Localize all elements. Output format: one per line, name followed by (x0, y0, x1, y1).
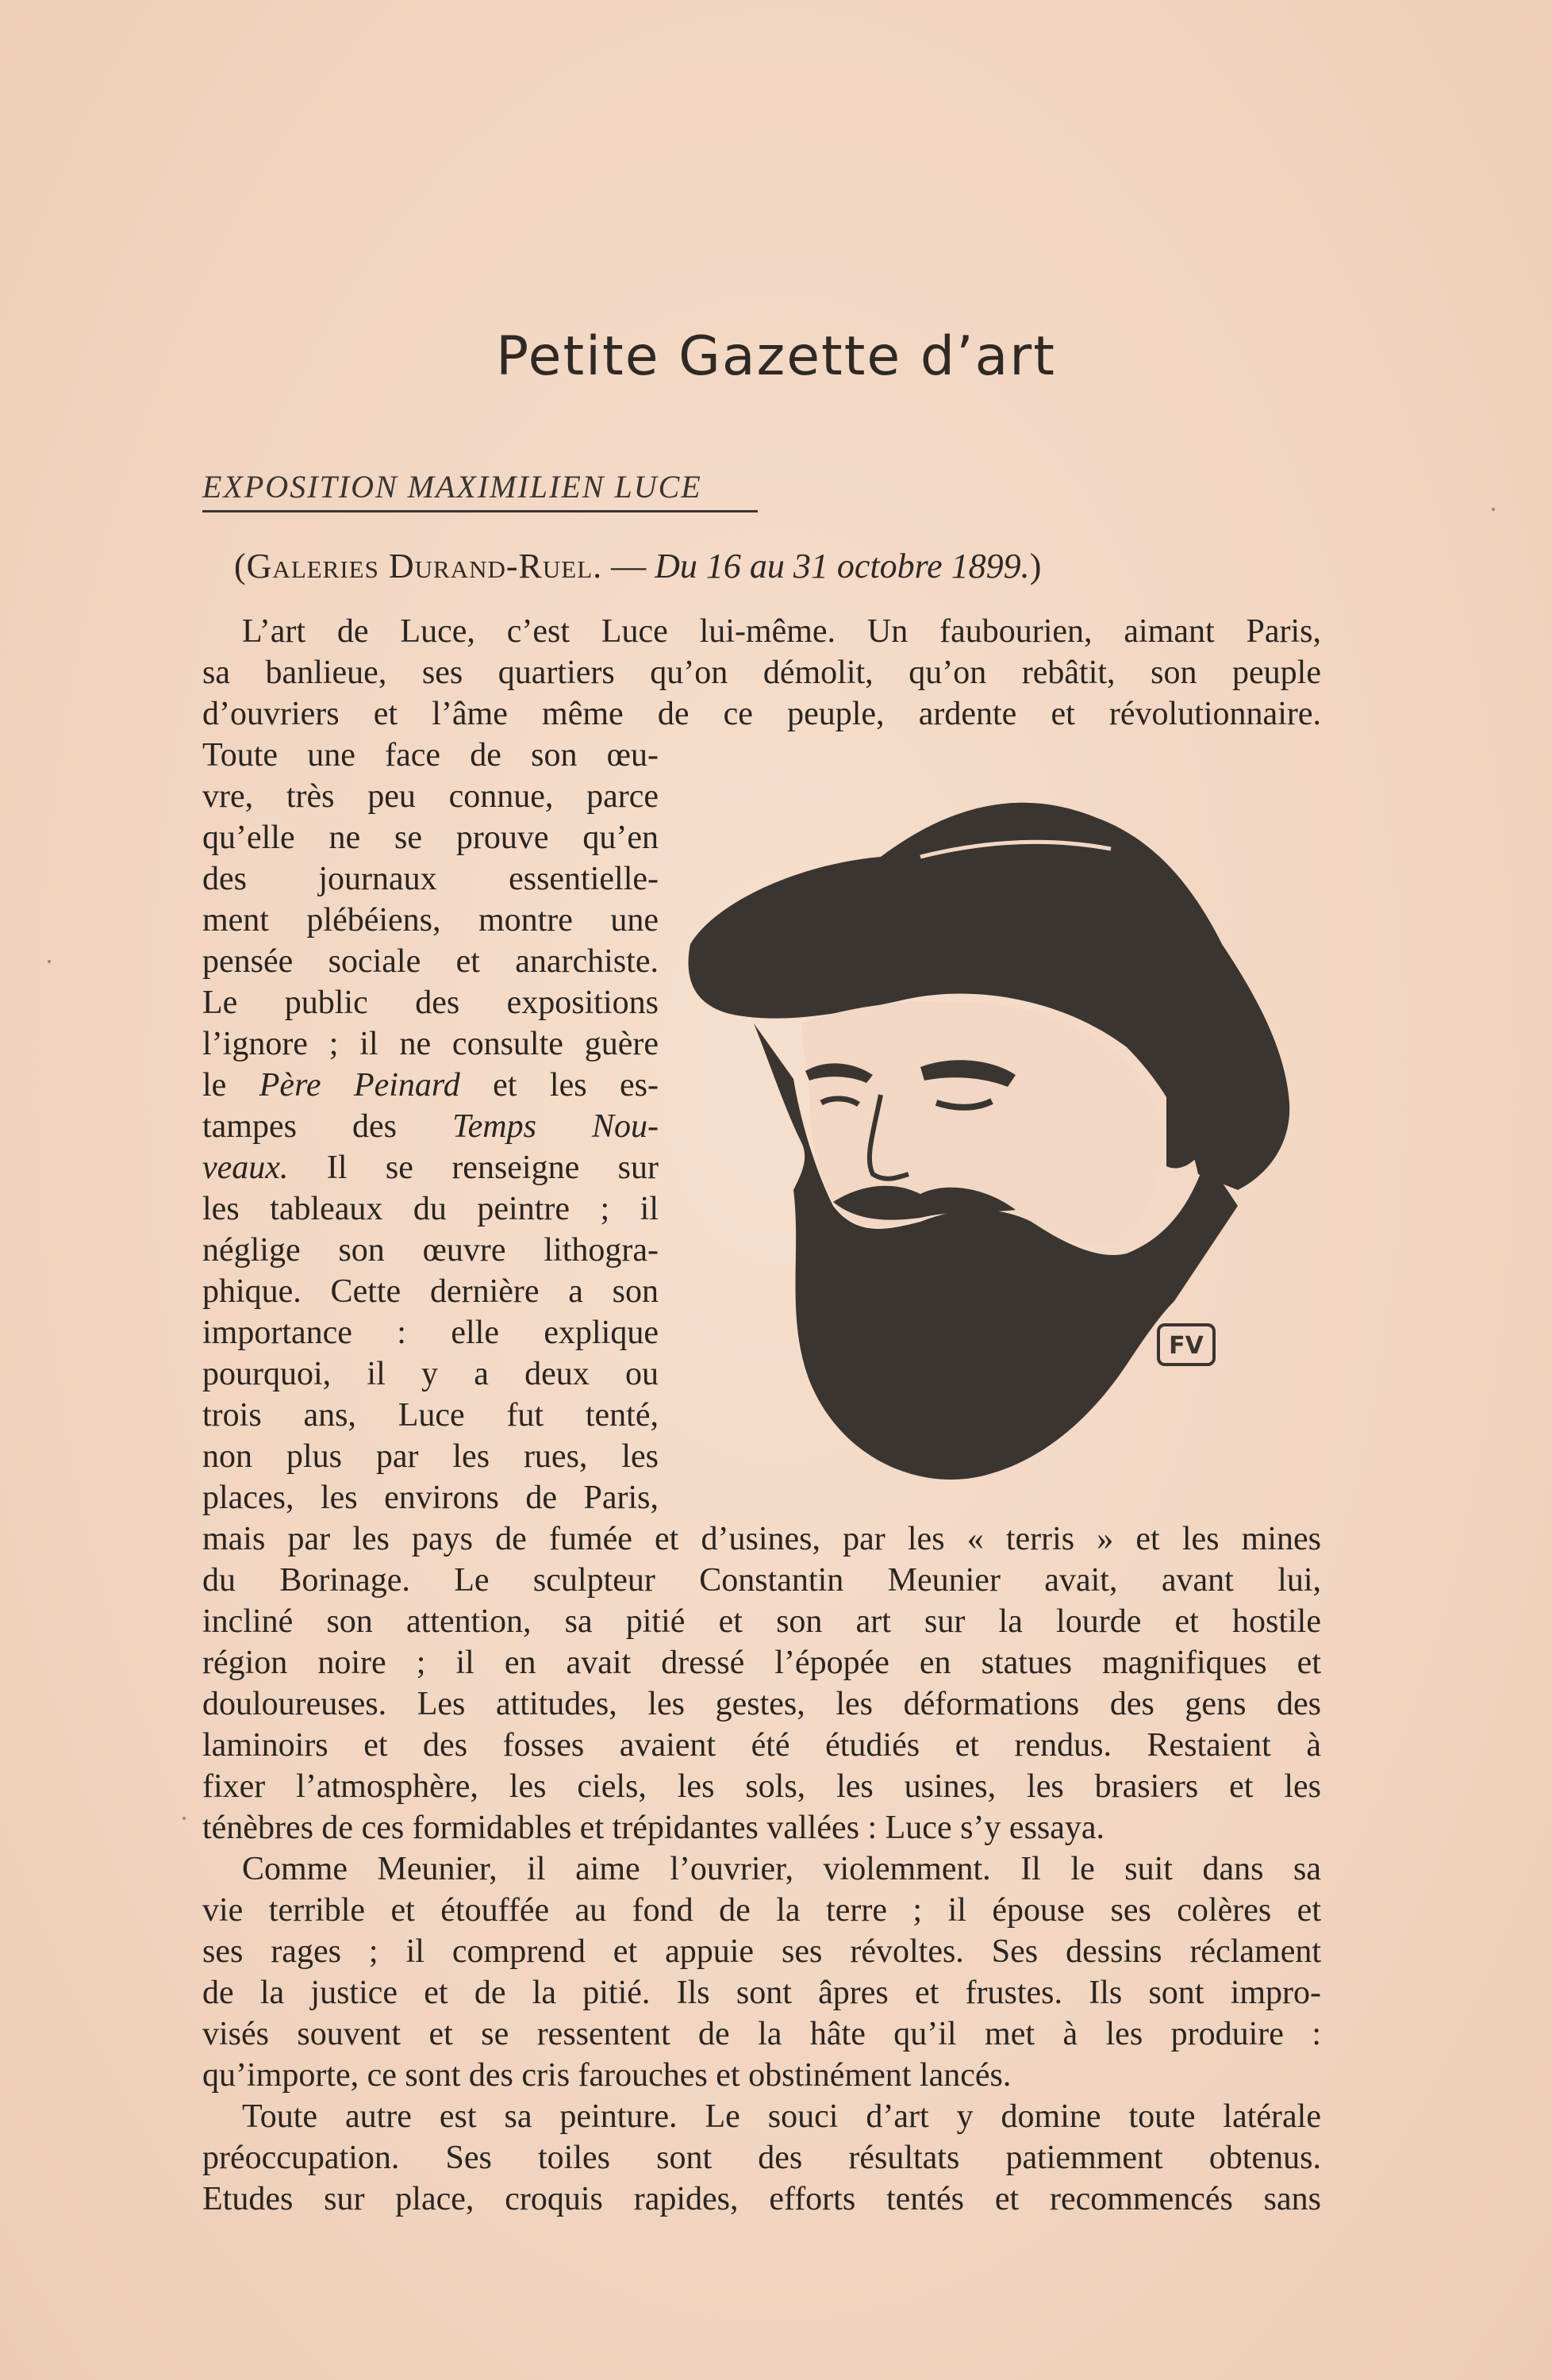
exhibition-subhead (234, 546, 1041, 586)
text-line: pensée sociale et anarchiste. (202, 943, 659, 980)
text-line: Toute une face de son œu- (202, 737, 659, 774)
text-line: d’ouvriers et l’âme même de ce peuple, ardente et révolutionnaire. (202, 696, 1321, 732)
intro-paragraph (202, 611, 1321, 735)
text-line: L’art de Luce, c’est Luce lui-même. Un faubourien, aimant Paris, (242, 613, 1321, 650)
text-line: trois ans, Luce fut tenté, (202, 1397, 659, 1434)
text-line: néglige son œuvre lithogra- (202, 1232, 659, 1269)
text-line: laminoirs et des fosses avaient été étudiés et rendus. Restaient à (202, 1727, 1321, 1764)
text-line: places, les environs de Paris, (202, 1480, 659, 1516)
paper-speck (1492, 508, 1495, 511)
text-line: Etudes sur place, croquis rapides, efforts tentés et recommencés sans (202, 2181, 1321, 2217)
text-line: phique. Cette dernière a son (202, 1273, 659, 1310)
text-line: importance : elle explique (202, 1315, 659, 1351)
subhead-dash: — (602, 547, 655, 585)
text-fragment: tampes des (202, 1108, 453, 1145)
paper-speck (182, 1817, 186, 1820)
exhibition-dates: Du 16 au 31 octobre 1899. (655, 547, 1030, 585)
section-heading: EXPOSITION MAXIMILIEN LUCE (202, 468, 758, 512)
text-line: incliné son attention, sa pitié et son art sur la lourde et hostile (202, 1603, 1321, 1640)
text-line: vie terrible et étouffée au fond de la terre ; il épouse ses colères et (202, 1892, 1321, 1929)
text-line: les tableaux du peintre ; il (202, 1191, 659, 1227)
italic-title: Temps Nou- (452, 1108, 659, 1145)
text-line (202, 1106, 659, 1147)
text-line: qu’elle ne se prouve qu’en (202, 820, 659, 856)
text-line (202, 1147, 659, 1188)
text-line: des journaux essentielle- (202, 861, 659, 897)
text-line: l’ignore ; il ne consulte guère (202, 1026, 659, 1062)
page-title: Petite Gazette d’art (496, 325, 1056, 388)
text-fragment: Il se renseigne sur (288, 1150, 659, 1186)
text-line: sa banlieue, ses quartiers qu’on démolit, qu’on rebâtit, son peuple (202, 654, 1321, 691)
text-line: qu’importe, ce sont des cris farouches et obstinément lancés. (202, 2057, 1012, 2094)
text-line: visés souvent et se ressentent de la hâte qu’il met à les produire : (202, 2016, 1321, 2052)
text-line: Le public des expositions (202, 985, 659, 1021)
paragraph-three (202, 2096, 1321, 2220)
italic-title: veaux. (202, 1150, 289, 1186)
continuation-paragraph (202, 1518, 1321, 1848)
monogram-badge (1158, 1325, 1214, 1365)
paragraph-two (202, 1848, 1321, 2096)
portrait-woodcut (682, 762, 1301, 1515)
subhead-close: ) (1029, 547, 1042, 585)
text-line: ment plébéiens, montre une (202, 902, 659, 939)
text-line: Toute autre est sa peinture. Le souci d’art y domine toute latérale (242, 2098, 1321, 2135)
text-line: région noire ; il en avait dressé l’épopée en statues magnifiques et (202, 1645, 1321, 1681)
text-fragment: le (202, 1067, 259, 1104)
left-column-text (202, 735, 659, 1518)
text-line: ténèbres de ces formidables et trépidantes vallées : Luce s’y essaya. (202, 1810, 1105, 1846)
text-line: mais par les pays de fumée et d’usines, par les « terris » et les mines (202, 1521, 1321, 1557)
text-line: douloureuses. Les attitudes, les gestes, les déformations des gens des (202, 1686, 1321, 1722)
paper-speck (48, 960, 51, 963)
text-line (202, 1065, 659, 1106)
text-line: pourquoi, il y a deux ou (202, 1356, 659, 1392)
text-line: non plus par les rues, les (202, 1438, 659, 1475)
text-line: du Borinage. Le sculpteur Constantin Meunier avait, avant lui, (202, 1562, 1321, 1599)
text-fragment: et les es- (459, 1067, 659, 1104)
gallery-name: (Galeries Durand-Ruel. (234, 547, 603, 585)
text-line: Comme Meunier, il aime l’ouvrier, violemment. Il le suit dans sa (242, 1851, 1321, 1887)
text-line: vre, très peu connue, parce (202, 778, 659, 815)
text-line: de la justice et de la pitié. Ils sont âpres et frustes. Ils sont impro- (202, 1975, 1321, 2011)
text-line: ses rages ; il comprend et appuie ses révoltes. Ses dessins réclament (202, 1933, 1321, 1970)
italic-title: Père Peinard (259, 1067, 460, 1104)
text-line: fixer l’atmosphère, les ciels, les sols, les usines, les brasiers et les (202, 1768, 1321, 1805)
text-line: préoccupation. Ses toiles sont des résultats patiemment obtenus. (202, 2140, 1321, 2176)
monogram-text: FV (1169, 1332, 1204, 1360)
